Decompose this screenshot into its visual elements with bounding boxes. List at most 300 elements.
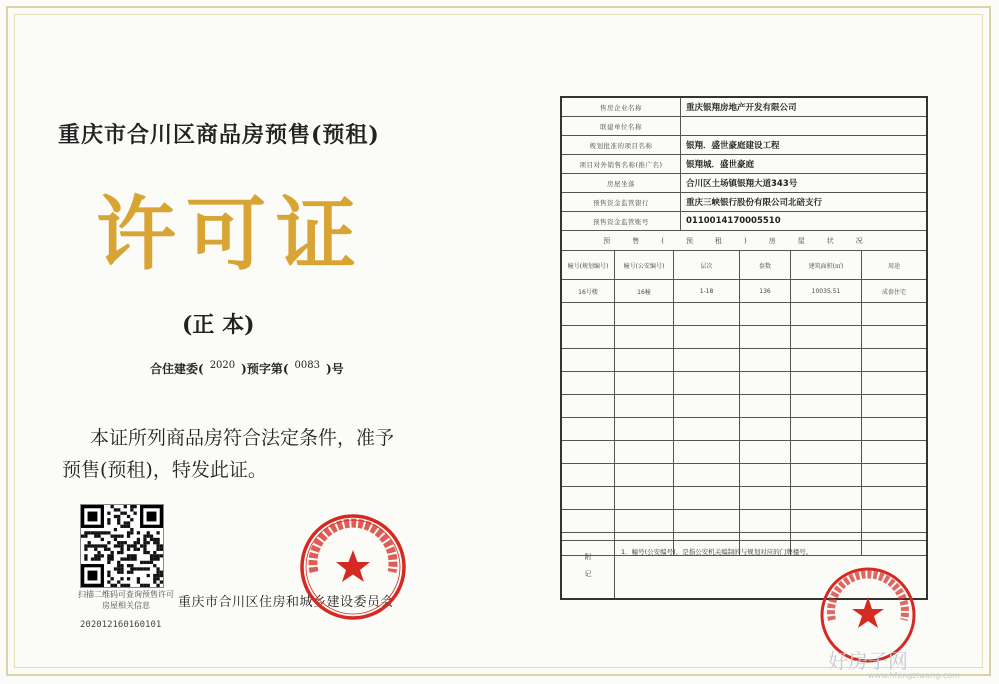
info-value: 重庆三峡银行股份有限公司北碚支行 [686, 198, 823, 208]
qr-module [160, 544, 163, 547]
grid-cell: 16幢 [615, 280, 674, 303]
qr-module [104, 544, 107, 547]
grid-cell [615, 303, 674, 326]
qr-module [84, 535, 87, 538]
notes-label: 附记 [562, 541, 615, 598]
qr-module [153, 564, 156, 567]
grid-cell [791, 395, 862, 418]
info-row [562, 212, 926, 231]
grid-cell [562, 395, 615, 418]
qr-module [133, 541, 136, 544]
qr-module [130, 554, 133, 557]
qr-module [117, 561, 120, 564]
qr-module [120, 551, 123, 554]
qr-module [114, 528, 117, 531]
qr-module [111, 551, 114, 554]
grid-header-cell: 幢号(规划编号) [562, 251, 615, 280]
grid-cell [740, 349, 791, 372]
grid-cell [615, 464, 674, 487]
qr-module [143, 561, 146, 564]
qr-module [156, 571, 159, 574]
info-rows [562, 98, 926, 231]
qr-module [97, 551, 100, 554]
grid-cell [862, 395, 927, 418]
info-value: 重庆银翔房地产开发有限公司 [686, 103, 797, 113]
grid-cell [615, 372, 674, 395]
grid-cell [791, 349, 862, 372]
table-row [562, 395, 926, 418]
qr-module [150, 535, 153, 538]
qr-module [91, 531, 94, 534]
qr-module [156, 541, 159, 544]
grid-cell [740, 395, 791, 418]
info-row [562, 155, 926, 174]
qr-module [120, 567, 123, 570]
grid-cell [740, 326, 791, 349]
qr-module [91, 544, 94, 547]
qr-module [150, 554, 153, 557]
qr-module [114, 544, 117, 547]
qr-module [150, 561, 153, 564]
qr-module [94, 554, 97, 557]
qr-module [133, 512, 136, 515]
grid-cell [862, 441, 927, 464]
qr-module [156, 567, 159, 570]
number-middle: )预字第( [241, 362, 289, 376]
qr-module [101, 538, 104, 541]
qr-module [160, 571, 163, 574]
qr-module [153, 554, 156, 557]
qr-module [143, 548, 146, 551]
certificate-number [150, 360, 344, 377]
info-value [681, 117, 926, 135]
qr-module [120, 557, 123, 560]
qr-module [97, 557, 100, 560]
grid-cell [674, 418, 740, 441]
qr-module [120, 564, 123, 567]
qr-module [114, 567, 117, 570]
grid-cell: 成套住宅 [862, 280, 927, 303]
qr-module [111, 554, 114, 557]
qr-module [97, 554, 100, 557]
qr-module [124, 541, 127, 544]
qr-module [153, 574, 156, 577]
certificate-body-text: 本证所列商品房符合法定条件，准予预售(预租)，特发此证。 [62, 427, 395, 481]
qr-module [124, 505, 127, 508]
grid-cell [562, 487, 615, 510]
grid-cell [791, 418, 862, 441]
copy-type: (正 本) [182, 312, 255, 338]
qr-module [150, 538, 153, 541]
qr-module [117, 567, 120, 570]
info-label: 预售资金监管账号 [562, 212, 681, 230]
qr-module [127, 521, 130, 524]
grid-cell [615, 418, 674, 441]
info-label: 规划批准的项目名称 [562, 136, 681, 154]
qr-module [143, 541, 146, 544]
qr-module [114, 508, 117, 511]
official-seal [298, 512, 408, 622]
grid-cell: 10035.51 [791, 280, 862, 303]
qr-caption: 扫描二维码可查询预售许可房屋相关信息 [78, 590, 174, 610]
qr-module [143, 544, 146, 547]
grid-cell [791, 326, 862, 349]
qr-module [111, 557, 114, 560]
qr-module [156, 548, 159, 551]
qr-module [107, 548, 110, 551]
housing-grid [562, 251, 926, 556]
grid-cell: 1-18 [674, 280, 740, 303]
qr-module [156, 531, 159, 534]
watermark [828, 645, 960, 680]
qr-module [120, 544, 123, 547]
grid-header-cell: 套数 [740, 251, 791, 280]
grid-cell [562, 326, 615, 349]
qr-module [97, 531, 100, 534]
qr-module [117, 571, 120, 574]
qr-module [127, 564, 130, 567]
grid-cell [562, 441, 615, 464]
grid-cell [862, 349, 927, 372]
grid-cell [674, 487, 740, 510]
number-serial: 0083 [294, 360, 320, 371]
qr-module [137, 577, 140, 580]
qr-module [114, 584, 117, 587]
certificate-title: 重庆市合川区商品房预售(预租) [58, 122, 380, 148]
table-row [562, 349, 926, 372]
qr-module [153, 551, 156, 554]
grid-cell [862, 464, 927, 487]
grid-cell [740, 487, 791, 510]
qr-module [107, 554, 110, 557]
qr-module [107, 541, 110, 544]
qr-module [101, 544, 104, 547]
table-row [562, 510, 926, 533]
qr-module [130, 557, 133, 560]
grid-cell [740, 418, 791, 441]
issuer-name: 重庆市合川区住房和城乡建设委员会 [178, 595, 395, 610]
qr-module [117, 580, 120, 583]
grid-cell [791, 510, 862, 533]
grid-cell [862, 372, 927, 395]
qr-module [124, 512, 127, 515]
qr-module [143, 538, 146, 541]
grid-cell [615, 510, 674, 533]
table-row [562, 487, 926, 510]
table-row [562, 464, 926, 487]
info-label: 售房企业名称 [562, 98, 681, 116]
info-row [562, 174, 926, 193]
grid-cell [674, 303, 740, 326]
qr-module [133, 505, 136, 508]
qr-module [147, 551, 150, 554]
housing-info-table [560, 96, 928, 600]
qr-module [160, 580, 163, 583]
qr-module [156, 574, 159, 577]
qr-module [127, 544, 130, 547]
qr-module [101, 531, 104, 534]
grid-cell [862, 326, 927, 349]
info-value: 银翔．盛世豪庭建设工程 [686, 141, 780, 151]
grid-cell [791, 441, 862, 464]
qr-module [111, 577, 114, 580]
qr-module [114, 515, 117, 518]
grid-cell [791, 464, 862, 487]
table-row [562, 303, 926, 326]
grid-cell [740, 464, 791, 487]
qr-module [133, 567, 136, 570]
qr-module [147, 584, 150, 587]
qr-module [124, 584, 127, 587]
qr-module [143, 535, 146, 538]
qr-finder [147, 512, 157, 522]
info-row [562, 117, 926, 136]
qr-module [147, 574, 150, 577]
qr-module [130, 508, 133, 511]
qr-module [160, 548, 163, 551]
grid-header-row [562, 251, 926, 280]
qr-module [107, 521, 110, 524]
qr-module [133, 548, 136, 551]
grid-header-cell: 用途 [862, 251, 927, 280]
grid-cell [740, 510, 791, 533]
qr-module [137, 541, 140, 544]
qr-module [120, 571, 123, 574]
qr-module [117, 544, 120, 547]
qr-module [117, 541, 120, 544]
grid-cell [562, 510, 615, 533]
grid-cell [740, 441, 791, 464]
qr-module [94, 548, 97, 551]
grid-cell [674, 441, 740, 464]
qr-module [156, 577, 159, 580]
qr-module [133, 557, 136, 560]
qr-module [124, 521, 127, 524]
qr-module [130, 544, 133, 547]
qr-module [120, 535, 123, 538]
qr-module [124, 557, 127, 560]
qr-module [104, 548, 107, 551]
table-row [562, 441, 926, 464]
grid-cell [615, 395, 674, 418]
grid-cell [791, 303, 862, 326]
grid-cell [740, 372, 791, 395]
qr-module [147, 535, 150, 538]
qr-module [111, 535, 114, 538]
qr-code-graphic [81, 505, 163, 587]
qr-module [147, 541, 150, 544]
qr-module [107, 531, 110, 534]
qr-module [94, 535, 97, 538]
qr-module [156, 557, 159, 560]
qr-module [130, 518, 133, 521]
qr-module [117, 551, 120, 554]
qr-module [127, 571, 130, 574]
grid-cell: 136 [740, 280, 791, 303]
info-value: 0110014170005510 [686, 216, 781, 226]
table-row [562, 280, 926, 303]
qr-finder [88, 571, 98, 581]
qr-module [120, 541, 123, 544]
grid-cell [674, 464, 740, 487]
situation-title: 预售(预租)房屋状况 [562, 231, 926, 251]
grid-header-cell: 层次 [674, 251, 740, 280]
notes-text: 1．幢号(公安编号)，是指公安机关编制的与规划对应的门牌楼号。 [621, 548, 813, 556]
qr-module [117, 518, 120, 521]
qr-module [127, 577, 130, 580]
qr-module [127, 584, 130, 587]
grid-cell [674, 372, 740, 395]
qr-module [84, 531, 87, 534]
qr-module [140, 584, 143, 587]
qr-code[interactable] [80, 504, 164, 588]
grid-cell [562, 349, 615, 372]
qr-module [107, 518, 110, 521]
table-row [562, 418, 926, 441]
info-label: 联建单位名称 [562, 117, 681, 135]
qr-module [133, 544, 136, 547]
qr-module [101, 554, 104, 557]
qr-module [156, 538, 159, 541]
qr-module [120, 548, 123, 551]
qr-module [130, 505, 133, 508]
qr-module [127, 525, 130, 528]
qr-module [94, 544, 97, 547]
qr-module [117, 508, 120, 511]
qr-module [127, 554, 130, 557]
qr-module [117, 535, 120, 538]
table-row [562, 326, 926, 349]
qr-module [120, 525, 123, 528]
qr-module [84, 554, 87, 557]
grid-cell [674, 326, 740, 349]
grid-cell [862, 487, 927, 510]
qr-module [81, 535, 84, 538]
qr-module [156, 544, 159, 547]
number-year: 2020 [209, 360, 236, 371]
grid-cell [562, 372, 615, 395]
grid-cell [562, 418, 615, 441]
grid-cell [562, 464, 615, 487]
grid-cell [615, 326, 674, 349]
grid-cell [740, 303, 791, 326]
info-value: 合川区土场镇银翔大道343号 [686, 179, 798, 189]
qr-module [130, 567, 133, 570]
qr-module [127, 535, 130, 538]
grid-cell [615, 487, 674, 510]
qr-module [130, 571, 133, 574]
grid-cell [862, 510, 927, 533]
grid-cell [791, 487, 862, 510]
qr-module [130, 531, 133, 534]
qr-module [84, 544, 87, 547]
big-title: 许可证 [96, 187, 366, 281]
grid-cell [562, 303, 615, 326]
qr-module [107, 561, 110, 564]
qr-module [140, 567, 143, 570]
qr-module [150, 557, 153, 560]
qr-module [147, 567, 150, 570]
qr-module [143, 584, 146, 587]
grid-cell [791, 372, 862, 395]
qr-module [97, 535, 100, 538]
grid-cell [862, 303, 927, 326]
qr-module [91, 557, 94, 560]
qr-module [130, 564, 133, 567]
number-suffix: )号 [325, 362, 344, 376]
info-row [562, 193, 926, 212]
serial-number: 20201216016010​1 [80, 620, 162, 630]
qr-module [120, 512, 123, 515]
info-row [562, 136, 926, 155]
qr-module [153, 580, 156, 583]
grid-cell [862, 418, 927, 441]
grid-header-cell: 建筑面积(㎡) [791, 251, 862, 280]
qr-module [120, 577, 123, 580]
qr-module [153, 538, 156, 541]
qr-module [84, 548, 87, 551]
qr-module [137, 531, 140, 534]
info-value: 银翔城．盛世豪庭 [686, 160, 755, 170]
qr-module [127, 557, 130, 560]
qr-module [137, 580, 140, 583]
info-label: 预售资金监管银行 [562, 193, 681, 211]
qr-module [97, 544, 100, 547]
qr-module [117, 515, 120, 518]
qr-module [140, 544, 143, 547]
qr-module [137, 538, 140, 541]
info-label: 房屋坐落 [562, 174, 681, 192]
qr-module [160, 574, 163, 577]
qr-module [111, 505, 114, 508]
qr-module [84, 557, 87, 560]
qr-module [94, 531, 97, 534]
qr-module [117, 564, 120, 567]
qr-module [143, 567, 146, 570]
info-row [562, 98, 926, 117]
qr-module [88, 531, 91, 534]
qr-module [137, 567, 140, 570]
qr-module [114, 538, 117, 541]
qr-module [147, 561, 150, 564]
qr-module [156, 554, 159, 557]
watermark-text: 好房子网 [828, 649, 908, 673]
qr-module [111, 584, 114, 587]
qr-module [140, 561, 143, 564]
grid-cell [674, 395, 740, 418]
qr-module [127, 531, 130, 534]
qr-module [127, 515, 130, 518]
qr-module [147, 531, 150, 534]
qr-module [153, 577, 156, 580]
grid-cell [615, 441, 674, 464]
qr-module [88, 544, 91, 547]
qr-module [137, 548, 140, 551]
qr-module [156, 584, 159, 587]
qr-module [107, 557, 110, 560]
qr-module [88, 541, 91, 544]
qr-module [130, 528, 133, 531]
grid-cell [674, 510, 740, 533]
qr-module [127, 548, 130, 551]
qr-finder [88, 512, 98, 522]
grid-cell [674, 349, 740, 372]
qr-module [143, 551, 146, 554]
qr-module [153, 557, 156, 560]
qr-module [124, 525, 127, 528]
grid-cell: 16号楼 [562, 280, 615, 303]
qr-module [107, 580, 110, 583]
